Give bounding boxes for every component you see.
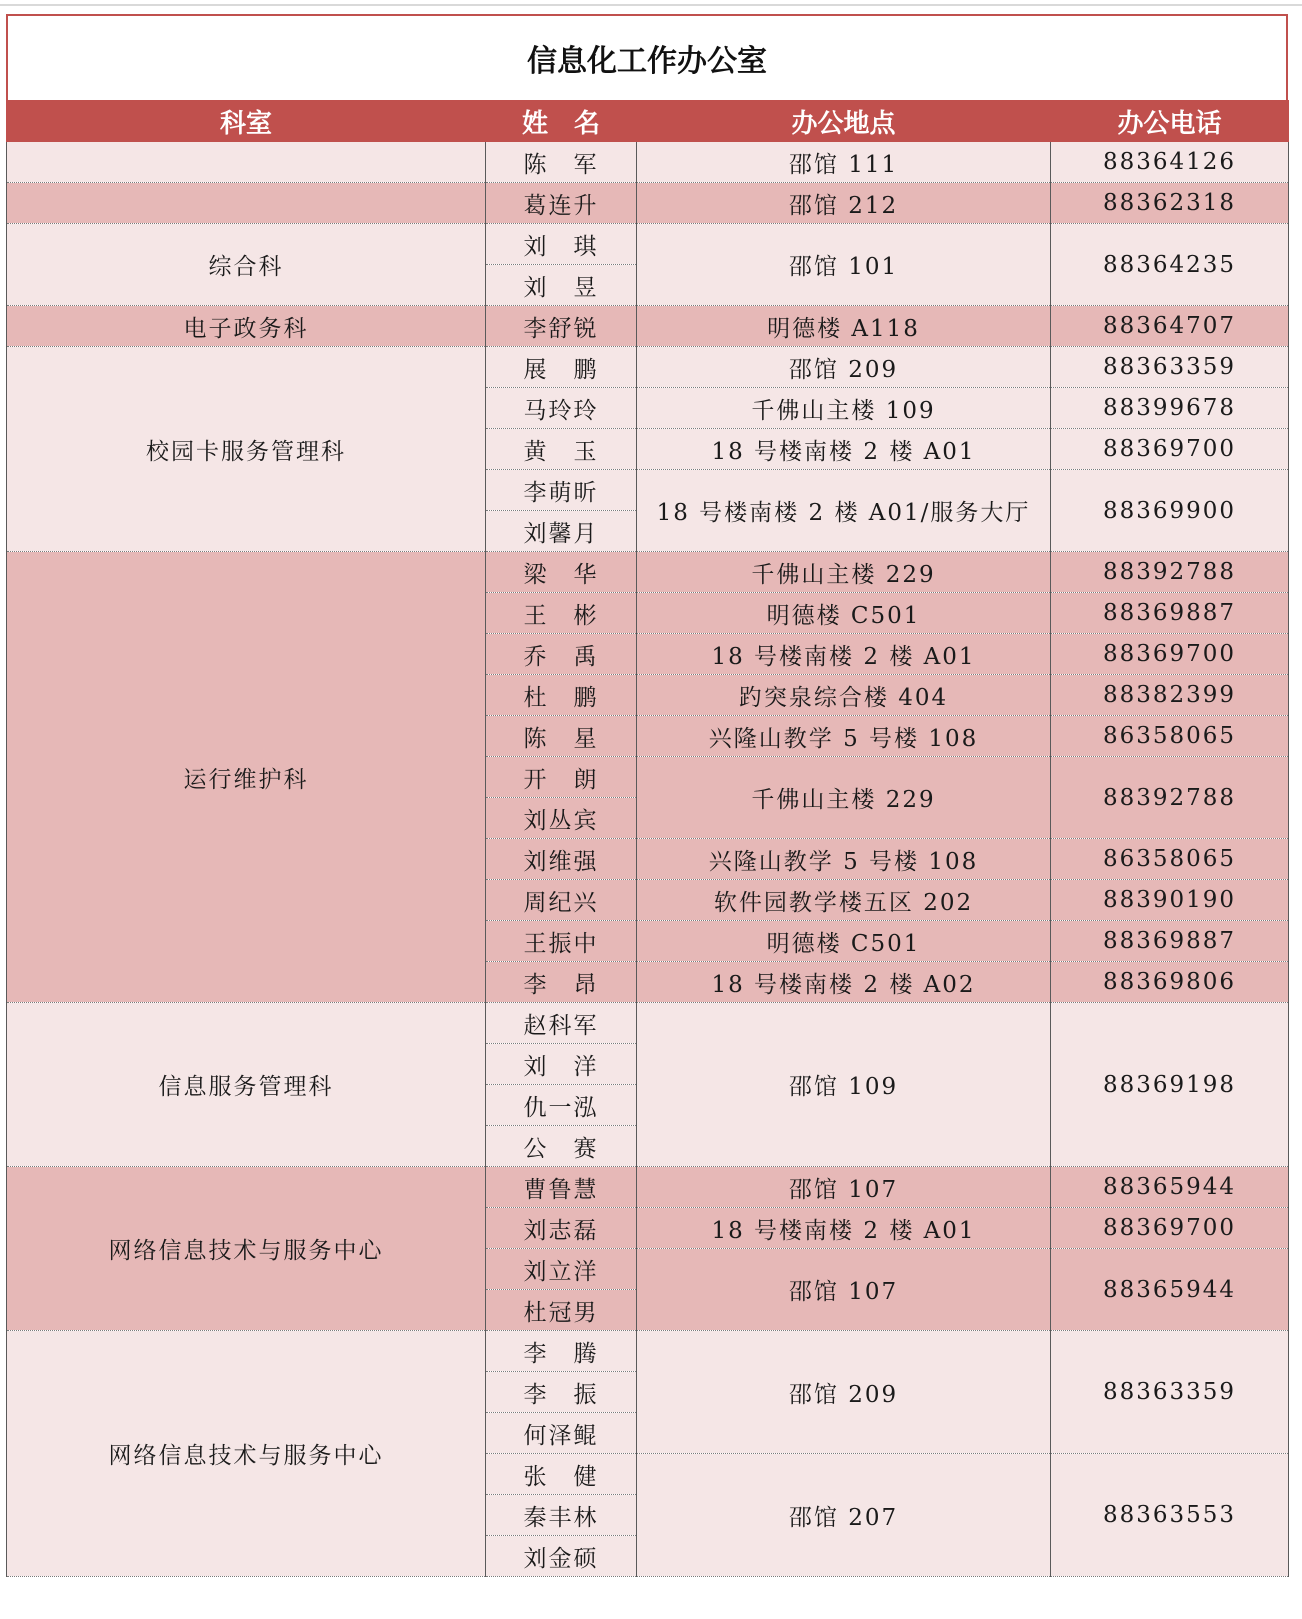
location-cell: 千佛山主楼 229: [637, 757, 1051, 839]
phone-cell: 88364126: [1051, 142, 1289, 183]
name-cell: 刘丛宾: [486, 798, 637, 839]
phone-cell: 88369887: [1051, 921, 1289, 962]
table-row: [7, 142, 1289, 183]
location-cell: 邵馆 107: [637, 1167, 1051, 1208]
name-cell: 李舒锐: [486, 306, 637, 347]
location-cell: 千佛山主楼 229: [637, 552, 1051, 593]
location-cell: 邵馆 101: [637, 224, 1051, 306]
table-row: [7, 183, 1289, 224]
location-cell: 18 号楼南楼 2 楼 A02: [637, 962, 1051, 1003]
dept-cell: 信息服务管理科: [7, 1003, 486, 1167]
name-cell: 马玲玲: [486, 388, 637, 429]
name-cell: 刘馨月: [486, 511, 637, 552]
location-cell: 18 号楼南楼 2 楼 A01: [637, 429, 1051, 470]
phone-cell: 88364707: [1051, 306, 1289, 347]
name-cell: 王振中: [486, 921, 637, 962]
dept-cell: 综合科: [7, 224, 486, 306]
name-cell: 刘 洋: [486, 1044, 637, 1085]
header-phone: 办公电话: [1051, 101, 1289, 142]
table-row: [7, 347, 1289, 388]
header-name: 姓 名: [486, 101, 637, 142]
name-cell: 李 振: [486, 1372, 637, 1413]
location-cell: 18 号楼南楼 2 楼 A01/服务大厅: [637, 470, 1051, 552]
name-cell: 刘金硕: [486, 1536, 637, 1577]
name-cell: 李萌昕: [486, 470, 637, 511]
phone-cell: 88365944: [1051, 1167, 1289, 1208]
name-cell: 陈 军: [486, 142, 637, 183]
location-cell: 邵馆 109: [637, 1003, 1051, 1167]
table-row: [7, 1331, 1289, 1372]
name-cell: 何泽鲲: [486, 1413, 637, 1454]
location-cell: 18 号楼南楼 2 楼 A01: [637, 1208, 1051, 1249]
dept-cell: 电子政务科: [7, 306, 486, 347]
dept-cell: [7, 183, 486, 224]
dept-cell: 网络信息技术与服务中心: [7, 1167, 486, 1331]
name-cell: 仇一泓: [486, 1085, 637, 1126]
location-cell: 邵馆 111: [637, 142, 1051, 183]
location-cell: 千佛山主楼 109: [637, 388, 1051, 429]
name-cell: 葛连升: [486, 183, 637, 224]
location-cell: 明德楼 C501: [637, 921, 1051, 962]
name-cell: 赵科军: [486, 1003, 637, 1044]
phone-cell: 88364235: [1051, 224, 1289, 306]
name-cell: 刘维强: [486, 839, 637, 880]
phone-cell: 88382399: [1051, 675, 1289, 716]
name-cell: 公 赛: [486, 1126, 637, 1167]
name-cell: 刘 昱: [486, 265, 637, 306]
phone-cell: 88365944: [1051, 1249, 1289, 1331]
phone-cell: 86358065: [1051, 839, 1289, 880]
phone-cell: 88362318: [1051, 183, 1289, 224]
name-cell: 乔 禹: [486, 634, 637, 675]
name-cell: 黄 玉: [486, 429, 637, 470]
location-cell: 明德楼 A118: [637, 306, 1051, 347]
table-row: [7, 552, 1289, 593]
name-cell: 杜冠男: [486, 1290, 637, 1331]
location-cell: 软件园教学楼五区 202: [637, 880, 1051, 921]
location-cell: 趵突泉综合楼 404: [637, 675, 1051, 716]
name-cell: 杜 鹏: [486, 675, 637, 716]
name-cell: 周纪兴: [486, 880, 637, 921]
table-row: [7, 1167, 1289, 1208]
location-cell: 邵馆 212: [637, 183, 1051, 224]
name-cell: 刘志磊: [486, 1208, 637, 1249]
phone-cell: 88399678: [1051, 388, 1289, 429]
dept-cell: 运行维护科: [7, 552, 486, 1003]
location-cell: 兴隆山教学 5 号楼 108: [637, 716, 1051, 757]
phone-cell: 88390190: [1051, 880, 1289, 921]
header-row: [7, 101, 1289, 142]
name-cell: 王 彬: [486, 593, 637, 634]
location-cell: 邵馆 209: [637, 1331, 1051, 1454]
table-row: [7, 224, 1289, 265]
contact-directory: [6, 14, 1288, 1577]
phone-cell: 88363359: [1051, 347, 1289, 388]
phone-cell: 88392788: [1051, 757, 1289, 839]
header-location: 办公地点: [637, 101, 1051, 142]
phone-cell: 88369887: [1051, 593, 1289, 634]
name-cell: 刘立洋: [486, 1249, 637, 1290]
dept-cell: [7, 142, 486, 183]
phone-cell: 88369700: [1051, 634, 1289, 675]
phone-cell: 88363359: [1051, 1331, 1289, 1454]
location-cell: 邵馆 207: [637, 1454, 1051, 1577]
location-cell: 18 号楼南楼 2 楼 A01: [637, 634, 1051, 675]
table-row: [7, 1003, 1289, 1044]
phone-cell: 88392788: [1051, 552, 1289, 593]
phone-cell: 88369700: [1051, 1208, 1289, 1249]
phone-cell: 86358065: [1051, 716, 1289, 757]
name-cell: 刘 琪: [486, 224, 637, 265]
dept-cell: 网络信息技术与服务中心: [7, 1331, 486, 1577]
name-cell: 李 昂: [486, 962, 637, 1003]
location-cell: 明德楼 C501: [637, 593, 1051, 634]
directory-table: [6, 100, 1289, 1577]
location-cell: 兴隆山教学 5 号楼 108: [637, 839, 1051, 880]
name-cell: 张 健: [486, 1454, 637, 1495]
name-cell: 开 朗: [486, 757, 637, 798]
directory-body: [7, 142, 1289, 1577]
name-cell: 梁 华: [486, 552, 637, 593]
top-divider: [0, 4, 1302, 6]
name-cell: 陈 星: [486, 716, 637, 757]
phone-cell: 88369900: [1051, 470, 1289, 552]
location-cell: 邵馆 107: [637, 1249, 1051, 1331]
name-cell: 李 腾: [486, 1331, 637, 1372]
location-cell: 邵馆 209: [637, 347, 1051, 388]
dept-cell: 校园卡服务管理科: [7, 347, 486, 552]
phone-cell: 88369700: [1051, 429, 1289, 470]
name-cell: 秦丰林: [486, 1495, 637, 1536]
page-title: 信息化工作办公室: [6, 14, 1288, 100]
name-cell: 展 鹏: [486, 347, 637, 388]
phone-cell: 88369198: [1051, 1003, 1289, 1167]
header-dept: 科室: [7, 101, 486, 142]
phone-cell: 88363553: [1051, 1454, 1289, 1577]
table-row: [7, 306, 1289, 347]
name-cell: 曹鲁慧: [486, 1167, 637, 1208]
phone-cell: 88369806: [1051, 962, 1289, 1003]
